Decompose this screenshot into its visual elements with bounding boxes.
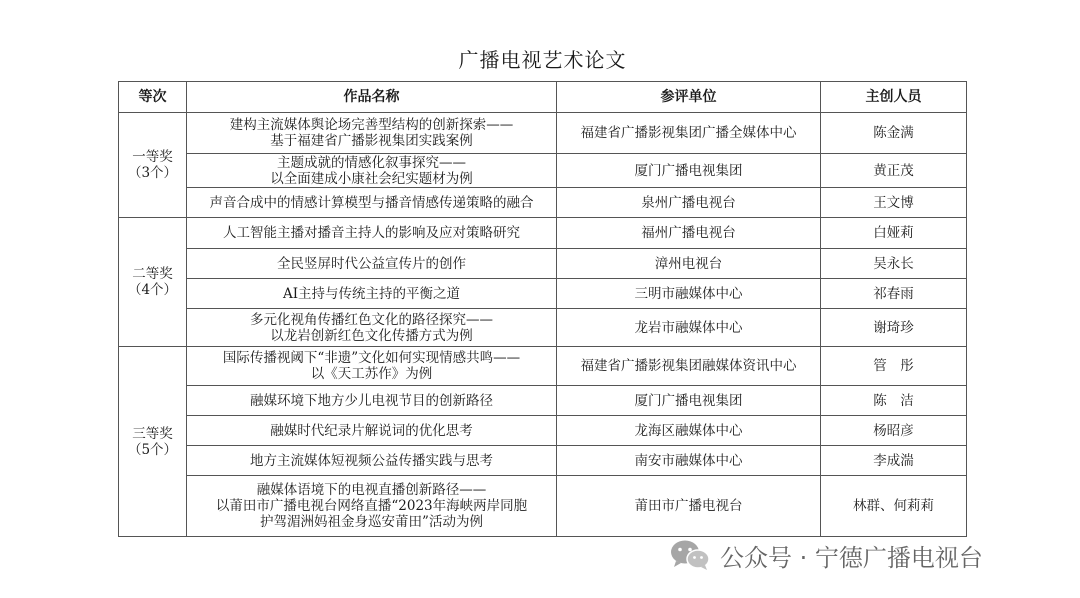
unit-cell: 厦门广播电视集团 — [557, 154, 821, 188]
unit-cell: 莆田市广播电视台 — [557, 476, 821, 537]
work-name-cell — [187, 416, 557, 446]
unit-cell: 三明市融媒体中心 — [557, 279, 821, 309]
table-row — [119, 279, 967, 309]
award-level-label: 三等奖 — [132, 425, 173, 442]
creator-cell: 王文博 — [821, 188, 967, 218]
work-name-line: 主题成就的情感化叙事探究—— — [277, 154, 466, 171]
page-title: 广播电视艺术论文 — [458, 48, 627, 72]
header-creator: 主创人员 — [821, 82, 967, 113]
unit-cell: 龙岩市融媒体中心 — [557, 309, 821, 347]
watermark-text: 公众号 · 宁德广播电视台 — [720, 543, 983, 572]
awards-table — [118, 81, 967, 537]
award-level-cell — [119, 218, 187, 347]
unit-cell: 泉州广播电视台 — [557, 188, 821, 218]
work-name-cell — [187, 218, 557, 249]
unit-cell: 福建省广播影视集团融媒体资讯中心 — [557, 347, 821, 386]
header-unit: 参评单位 — [557, 82, 821, 113]
unit-cell: 漳州电视台 — [557, 249, 821, 279]
unit-cell: 南安市融媒体中心 — [557, 446, 821, 476]
creator-cell: 管 彤 — [821, 347, 967, 386]
creator-cell: 李成湍 — [821, 446, 967, 476]
table-row — [119, 249, 967, 279]
work-name-line: 融媒体语境下的电视直播创新路径—— — [256, 482, 487, 498]
work-name-cell — [187, 113, 557, 154]
award-level-cell — [119, 347, 187, 537]
creator-cell: 陈 洁 — [821, 386, 967, 416]
work-name-line: 护驾湄洲妈祖金身巡安莆田”活动为例 — [260, 514, 483, 530]
table-row — [119, 347, 967, 386]
award-level-label: 一等奖 — [132, 149, 173, 165]
work-name-line: 以全面建成小康社会纪实题材为例 — [270, 170, 473, 187]
creator-cell: 杨昭彦 — [821, 416, 967, 446]
work-name-line: 建构主流媒体舆论场完善型结构的创新探索—— — [229, 117, 514, 133]
work-name-cell — [187, 386, 557, 416]
table-header-row — [119, 82, 967, 113]
work-name-line: 以龙岩创新红色文化传播方式为例 — [270, 327, 473, 344]
work-name-cell — [187, 249, 557, 279]
work-name-cell — [187, 446, 557, 476]
wechat-icon — [668, 537, 712, 573]
work-name-line: 基于福建省广播影视集团实践案例 — [270, 133, 473, 149]
table-row — [119, 218, 967, 249]
work-name-line: 融媒时代纪录片解说词的优化思考 — [270, 422, 473, 439]
work-name-cell — [187, 476, 557, 537]
creator-cell: 黄正茂 — [821, 154, 967, 188]
work-name-line: 声音合成中的情感计算模型与播音情感传递策略的融合 — [209, 194, 534, 211]
watermark — [668, 537, 983, 573]
table-row — [119, 113, 967, 154]
table-body — [119, 113, 967, 537]
work-name-cell — [187, 347, 557, 386]
table-row — [119, 154, 967, 188]
creator-cell: 白娅莉 — [821, 218, 967, 249]
work-name-line: 人工智能主播对播音主持人的影响及应对策略研究 — [223, 225, 520, 241]
creator-cell: 吴永长 — [821, 249, 967, 279]
work-name-line: 融媒环境下地方少儿电视节目的创新路径 — [250, 392, 493, 409]
table-row — [119, 386, 967, 416]
work-name-line: 地方主流媒体短视频公益传播实践与思考 — [250, 452, 493, 469]
work-name-cell — [187, 309, 557, 347]
creator-cell: 林群、何莉莉 — [821, 476, 967, 537]
work-name-line: 以《天工苏作》为例 — [310, 366, 433, 382]
work-name-cell — [187, 154, 557, 188]
table-row — [119, 476, 967, 537]
work-name-line: 多元化视角传播红色文化的路径探究—— — [250, 311, 493, 328]
header-work: 作品名称 — [187, 82, 557, 113]
unit-cell: 龙海区融媒体中心 — [557, 416, 821, 446]
unit-cell: 厦门广播电视集团 — [557, 386, 821, 416]
work-name-line: 国际传播视阈下“非遗”文化如何实现情感共鸣—— — [222, 350, 521, 366]
table-row — [119, 446, 967, 476]
work-name-line: 以莆田市广播电视台网络直播“2023年海峡两岸同胞 — [215, 498, 528, 514]
creator-cell: 谢琦珍 — [821, 309, 967, 347]
award-count-label: （3个） — [127, 165, 178, 181]
award-count-label: （4个） — [127, 282, 178, 298]
creator-cell: 陈金满 — [821, 113, 967, 154]
table-row — [119, 416, 967, 446]
creator-cell: 祁春雨 — [821, 279, 967, 309]
table-row — [119, 309, 967, 347]
award-count-label: （5个） — [127, 441, 178, 458]
work-name-cell — [187, 188, 557, 218]
work-name-line: 全民竖屏时代公益宣传片的创作 — [277, 255, 466, 272]
table-row — [119, 188, 967, 218]
unit-cell: 福建省广播影视集团广播全媒体中心 — [557, 113, 821, 154]
award-level-cell — [119, 113, 187, 218]
award-level-label: 二等奖 — [132, 266, 173, 282]
unit-cell: 福州广播电视台 — [557, 218, 821, 249]
header-level: 等次 — [119, 82, 187, 113]
work-name-cell — [187, 279, 557, 309]
work-name-line: AI主持与传统主持的平衡之道 — [282, 285, 461, 302]
